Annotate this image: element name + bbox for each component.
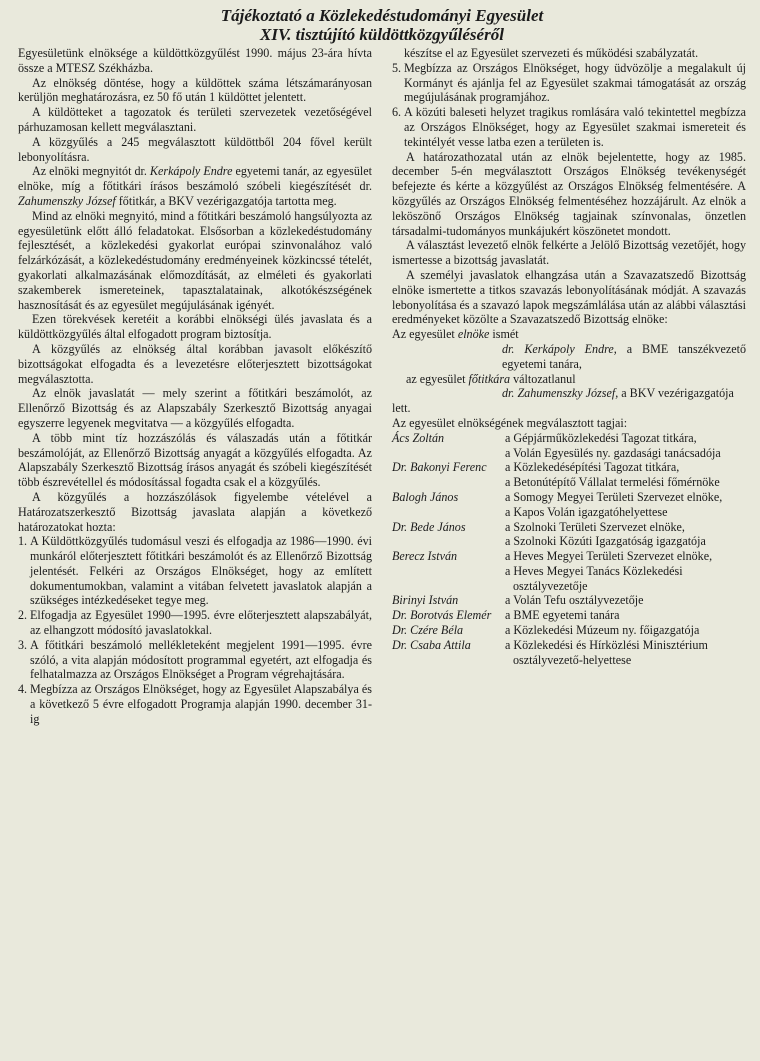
member-role: a Szolnoki Közúti Igazgatóság igazgatója [505, 534, 706, 549]
paragraph: Az elnökség döntése, hogy a küldöttek száma létszámarányosan kerüljön meghatározásra, ez 50 fő után 1 küldöttet jelentett. [18, 75, 372, 105]
member-name: Dr. Borotvás Elemér [392, 608, 492, 623]
member-roles [495, 520, 746, 550]
paragraph: Egyesületünk elnöksége a küldöttközgyűlést 1990. május 23-ára hívta össze a MTESZ Székházba. [18, 46, 372, 75]
paragraph: A személyi javaslatok elhangzása után a Szavazatszedő Bizottság elnöke ismertette a titkos szavazás lebonyolításának módját. A szavazás lebonyolítása és a szavazó lapok megszámlálása után az alábbi választási eredményeket közölte a Szavazatszedő Bizottság elnöke: [392, 267, 746, 327]
paragraph: A közgyűlés a 245 megválasztott küldöttből 204 fővel került lebonyolításra. [18, 134, 372, 164]
member-role: a Kapos Volán igazgatóhelyettese [505, 504, 668, 519]
member-row [392, 460, 746, 490]
resolution-item: 1. A Küldöttközgyűlés tudomásul veszi és elfogadja az 1986—1990. évi munkáról előterjesztett főtitkári beszámolót és az Ellenőrző Bizottság jelentését. Felkéri az Országos Elnökséget, hogy az említett dokumentumokban, valamint a vitában felvetett javaslatok alapján a szükséges intézkedéseket tegye meg. [18, 534, 372, 608]
member-row [392, 593, 746, 608]
member-name: Balogh János [392, 489, 459, 504]
paragraph: Az elnöki megnyitót dr. Kerkápoly Endre egyetemi tanár, az egyesület elnöke, míg a főtitkári írásos beszámoló szóbeli kiegészítését dr. Zahumenszky József főtitkár, a BKV vezérigazgatója tartotta meg. [18, 164, 372, 208]
member-name: Dr. Csaba Attila [392, 637, 471, 652]
member-name: Birinyi István [392, 593, 459, 608]
paragraph: Az elnök javaslatát — mely szerint a főtitkári beszámolót, az Ellenőrző Bizottság és az Alapszabály Szerkesztő Bizottság anyagai egyszerre legyenek megvitatva — a közgyűlés elfogadta. [18, 386, 372, 430]
member-roles [495, 623, 746, 638]
resolution-item: 2. Elfogadja az Egyesület 1990—1995. évre előterjesztett alapszabályát, az elhangzott módosító javaslatokkal. [18, 608, 372, 638]
member-row [392, 431, 746, 461]
article-title [18, 6, 746, 44]
member-row [392, 549, 746, 593]
member-row [392, 490, 746, 520]
member-roles [495, 608, 746, 623]
paragraph: A választást levezető elnök felkérte a Jelölő Bizottság vezetőjét, hogy ismertesse a bizottság javaslatát. [392, 238, 746, 268]
member-role: a Volán Tefu osztályvezetője [505, 593, 644, 608]
member-role: a Heves Megyei Tanács Közlekedési osztályvezetője [505, 563, 683, 593]
president-name: dr. Kerkápoly Endre, a BME tanszékvezető egyetemi tanára, [502, 341, 746, 371]
lett-line: lett. [392, 401, 411, 416]
members-heading: Az egyesület elnökségének megválasztott tagjai: [392, 415, 628, 430]
right-column [392, 46, 746, 727]
member-role: a Gépjárműközlekedési Tagozat titkára, [505, 430, 697, 445]
member-row [392, 623, 746, 638]
members-list [392, 431, 746, 668]
member-roles [495, 431, 746, 461]
member-row [392, 520, 746, 550]
member-roles [495, 460, 746, 490]
resolution-item-continued: készítse el az Egyesület szervezeti és működési szabályzatát. [404, 46, 699, 60]
person-name: Kerkápoly Endre [149, 164, 233, 179]
president-line: Az egyesület elnöke ismét [392, 327, 519, 342]
paragraph: Ezen törekvések keretéit a korábbi elnökségi ülés javaslata és a küldöttközgyűlés által elfogadott program biztosítja. [18, 312, 372, 342]
paragraph: A küldötteket a tagozatok és területi szervezetek vezetőségével párhuzamosan kellett megválasztani. [18, 105, 372, 134]
paragraph: A közgyűlés a hozzászólások figyelembe vételével a Határozatszerkesztő Bizottság javaslata alapján a következő határozatokat hozta: [18, 489, 372, 534]
resolution-item: 4. Megbízza az Országos Elnökséget, hogy az Egyesület Alapszabálya és a következő 5 évre elfogadott Programja alapján 1990. december 31-ig [18, 682, 372, 726]
secretary-name: dr. Zahumenszky József, a BKV vezérigazgatója [502, 386, 734, 401]
member-name: Dr. Bede János [392, 519, 466, 534]
member-role: a Közlekedési Múzeum ny. főigazgatója [505, 623, 700, 638]
member-name: Ács Zoltán [392, 430, 445, 445]
paragraph: A határozathozatal után az elnök bejelentette, hogy az 1985. december 5-én megválasztott Országos Elnökség tevékenységét befejezte és kérte a közgyűlést az Országos Elnökség felmentésére. A közgyűlés az Országos Elnökség felmentéséhez hozzájárult. Az elnök a leköszönő Országos Elnökség tagjainak színvonalas, önzetlen társadalmi-tudományos munkájukért köszönetet mondott. [392, 149, 746, 238]
resolution-item: 6. A közúti baleseti helyzet tragikus romlására való tekintettel megbízza az Országos Elnökséget, hogy az Egyesület szakmai ismereteit és tekintélyét vesse latba ezen a területen is. [392, 105, 746, 149]
member-role: a Heves Megyei Területi Szervezet elnöke, [505, 549, 713, 564]
left-column [18, 46, 372, 727]
paragraph: A több mint tíz hozzászólás és válaszadás után a főtitkár beszámolóját, az Ellenőrző Bizottság anyagát a közgyűlés elfogadta. Az Alapszabály Szerkesztő Bizottság írásos anyagát és szóbeli kiegészítését több észrevétellel és módosítással fogadta csak el a közgyűlés. [18, 430, 372, 490]
member-role: a BME egyetemi tanára [505, 608, 620, 623]
member-roles [495, 593, 746, 608]
secretary-line: az egyesület főtitkára változatlanul [406, 371, 576, 386]
article-body [18, 46, 746, 727]
resolution-item: 3. A főtitkári beszámoló mellékleteként megjelent 1991—1995. évre szóló, a vita alapján módosított programmal egyetért, azt elfogadja és felhatalmazza az Országos Elnökséget a Program végrehajtására. [18, 637, 372, 682]
member-roles [495, 490, 746, 520]
person-name: Zahumenszky József [18, 193, 116, 208]
member-name: Dr. Bakonyi Ferenc [392, 460, 487, 475]
member-role: a Közlekedési és Hírközlési Minisztérium osztályvezető-helyettese [505, 637, 708, 667]
title-line-2: XIV. tisztújító küldöttközgyűléséről [260, 25, 504, 44]
member-role: a Szolnoki Területi Szervezet elnöke, [505, 519, 685, 534]
member-roles [495, 549, 746, 593]
paragraph: Mind az elnöki megnyitó, mind a főtitkári beszámoló hangsúlyozta az egyesületünk előtt álló feladatokat. Elsősorban a közlekedéstudomány fejlesztését, a közlekedési gyakorlat európai szinvonalához való felzárkózását, a közlekedéstudomány eredményeinek közkincssé tételét, gyakorlati alkalmazásának előmozdítását, az elméleti és gyakorlati szakemberek ismereteinek, tapasztalatainak, alkotókészségének hasznosítását és az egyesület megújulásának igényét. [18, 208, 372, 312]
title-line-1: Tájékoztató a Közlekedéstudományi Egyesület [220, 6, 544, 25]
member-role: a Somogy Megyei Területi Szervezet elnöke, [505, 489, 723, 504]
resolution-item: 5. Megbízza az Országos Elnökséget, hogy üdvözölje a megalakult új Kormányt és ajánlja fel az Egyesület szakmai támogatását az ország megújulásának programjához. [392, 60, 746, 105]
member-roles [495, 638, 746, 668]
member-role: a Betonútépítő Vállalat termelési főmérnöke [505, 475, 720, 490]
member-row [392, 608, 746, 623]
member-row [392, 638, 746, 668]
member-role: a Közlekedésépítési Tagozat titkára, [505, 460, 680, 475]
member-name: Dr. Czére Béla [392, 623, 464, 638]
member-role: a Volán Egyesülés ny. gazdasági tanácsadója [505, 445, 721, 460]
member-name: Berecz István [392, 549, 458, 564]
paragraph: A közgyűlés az elnökség által korábban javasolt előkészítő bizottságokat elfogadta és a levezetésre előterjesztett bizottságokat megválasztotta. [18, 341, 372, 386]
